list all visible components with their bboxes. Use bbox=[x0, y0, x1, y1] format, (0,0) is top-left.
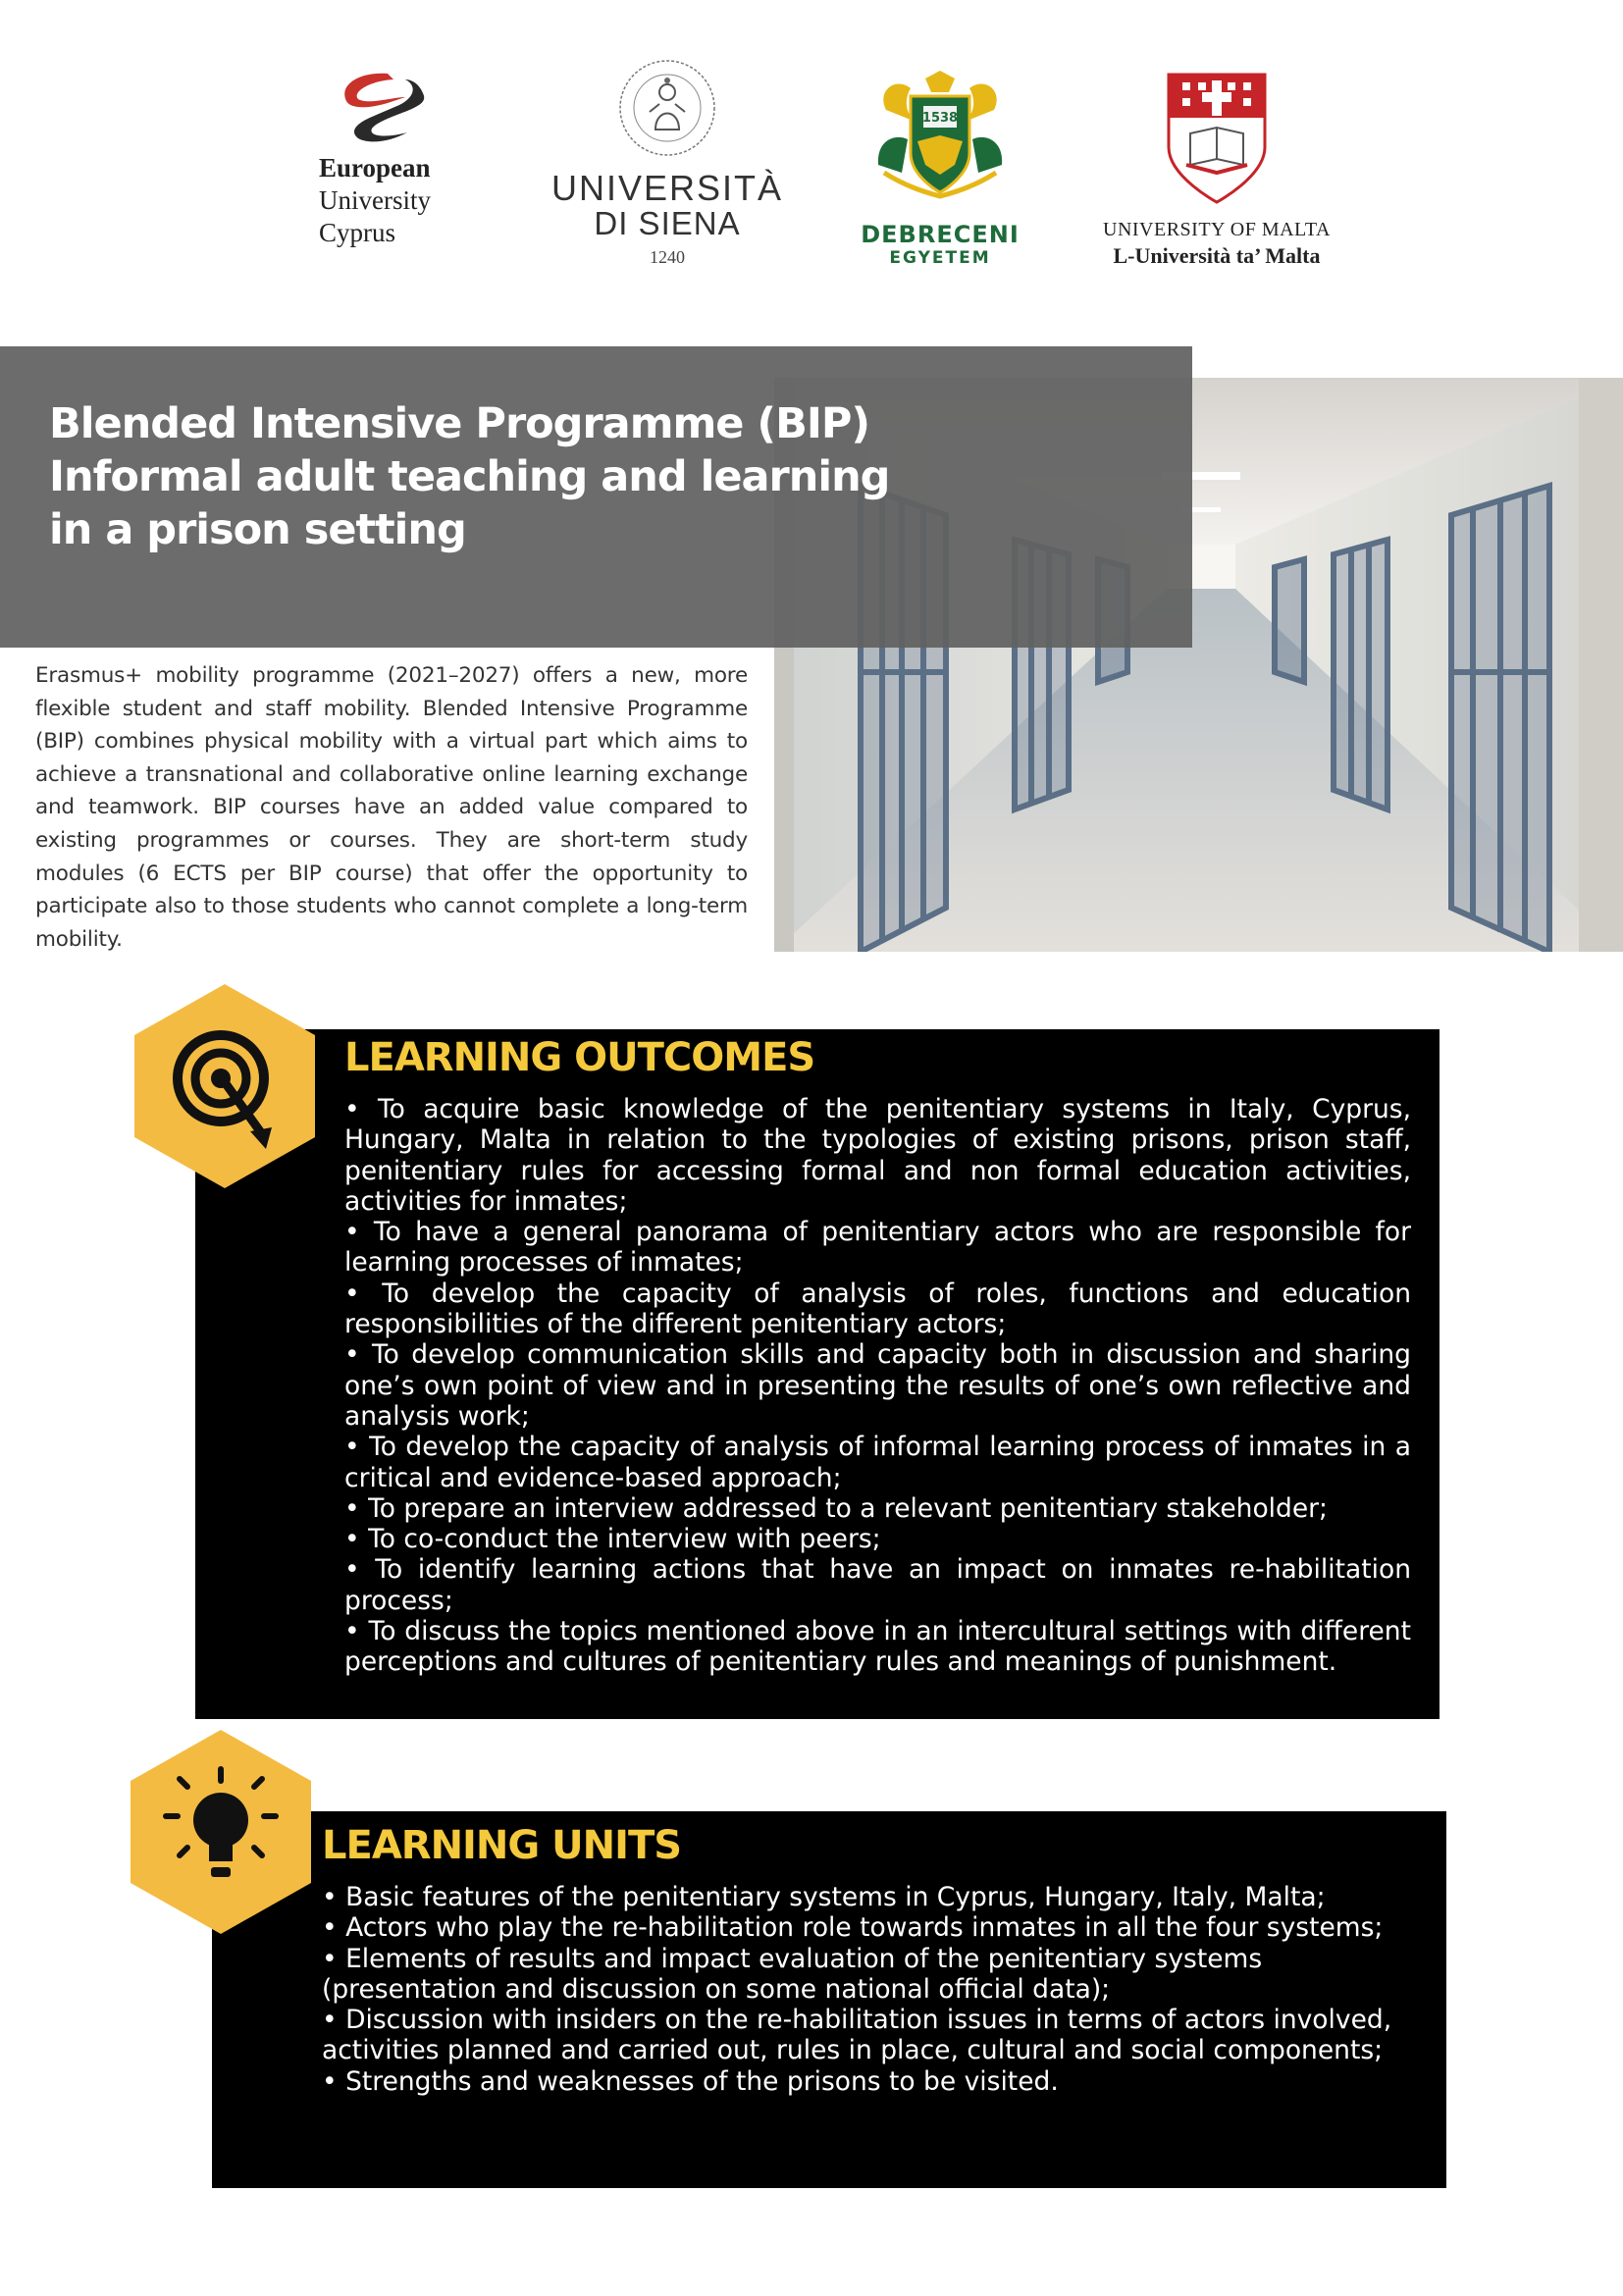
list-item: • To develop communication skills and capacity both in discussion and sharing one’s own point of view and in presenting the results of one’s own reflective and analysis work; bbox=[344, 1339, 1411, 1432]
list-item: • To develop the capacity of analysis of informal learning process of inmates in a critical and evidence-based approach; bbox=[344, 1432, 1411, 1493]
page-title bbox=[49, 397, 991, 556]
logo-university-of-malta bbox=[1089, 71, 1344, 269]
siena-seal-icon bbox=[616, 57, 718, 159]
debrecen-name-line1: DEBRECENI bbox=[861, 221, 1020, 248]
title-line-3: in a prison setting bbox=[49, 505, 466, 554]
list-item: • To prepare an interview addressed to a relevant penitentiary stakeholder; bbox=[344, 1493, 1411, 1524]
malta-name-line1: UNIVERSITY OF MALTA bbox=[1103, 219, 1331, 240]
list-item: • To co-conduct the interview with peers; bbox=[344, 1524, 1411, 1554]
list-item: • To have a general panorama of penitentiary actors who are responsible for learning processes of inmates; bbox=[344, 1217, 1411, 1278]
title-line-2: Informal adult teaching and learning bbox=[49, 452, 890, 501]
target-hexagon-icon bbox=[134, 984, 315, 1188]
list-item: • To discuss the topics mentioned above in an intercultural settings with different perceptions and cultures of penitentiary rules and meanings of punishment. bbox=[344, 1616, 1411, 1678]
list-item: • Actors who play the re-habilitation role towards inmates in all the four systems; bbox=[322, 1912, 1401, 1943]
siena-year: 1240 bbox=[650, 247, 685, 267]
euc-name-line3: Cyprus bbox=[319, 218, 396, 247]
debrecen-crest-year: 1538 bbox=[921, 111, 959, 126]
learning-units-section bbox=[212, 1811, 1446, 2188]
learning-outcomes-heading: LEARNING OUTCOMES bbox=[344, 1035, 815, 1080]
euc-name-line1: European bbox=[319, 153, 431, 183]
list-item: • Discussion with insiders on the re-habilitation issues in terms of actors involved, activities planned and carried out, rules in place, cultural and social components; bbox=[322, 2005, 1401, 2066]
title-line-1: Blended Intensive Programme (BIP) bbox=[49, 399, 870, 448]
learning-units-list bbox=[322, 1882, 1401, 2097]
list-item: • Elements of results and impact evaluation of the penitentiary systems (presentation and discussion on some national official data); bbox=[322, 1944, 1401, 2006]
hero-title-banner bbox=[0, 346, 1192, 648]
intro-paragraph: Erasmus+ mobility programme (2021–2027) offers a new, more flexible student and staff mobility. Blended Intensive Programme (BIP) combines physical mobility with a virtual part which aims to achieve a transnational and collaborative online learning exchange and teamwork. BIP courses have an added value compared to existing programmes or courses. They are short-term study modules (6 ECTS per BIP course) that offer the opportunity to participate also to those students who cannot complete a long-term mobility. bbox=[35, 663, 748, 952]
logo-universita-di-siena bbox=[550, 57, 785, 268]
list-item: • To develop the capacity of analysis of roles, functions and education responsibilities of the different penitentiary actors; bbox=[344, 1278, 1411, 1340]
siena-name-line2: DI SIENA bbox=[594, 205, 741, 241]
list-item: • To identify learning actions that have an impact on inmates re-habilitation process; bbox=[344, 1554, 1411, 1616]
list-item: • Basic features of the penitentiary systems in Cyprus, Hungary, Italy, Malta; bbox=[322, 1882, 1401, 1912]
siena-name-line1: UNIVERSITÀ bbox=[550, 168, 784, 208]
list-item: • To acquire basic knowledge of the penitentiary systems in Italy, Cyprus, Hungary, Malta in relation to the typologies of existing prisons, prison staff, penitentiary rules for accessing formal and non formal education activities, activities for inmates; bbox=[344, 1094, 1411, 1217]
learning-outcomes-section bbox=[195, 1029, 1440, 1719]
logo-debreceni-egyetem bbox=[852, 71, 1028, 268]
malta-shield-icon bbox=[1163, 71, 1271, 208]
lightbulb-hexagon-icon bbox=[131, 1730, 311, 1934]
learning-units-heading: LEARNING UNITS bbox=[322, 1823, 682, 1868]
logo-european-university-cyprus bbox=[319, 64, 466, 249]
debrecen-crest-icon bbox=[866, 71, 1014, 208]
list-item: • Strengths and weaknesses of the prisons to be visited. bbox=[322, 2066, 1401, 2097]
learning-outcomes-list bbox=[344, 1094, 1411, 1678]
debrecen-name-line2: EGYETEM bbox=[889, 248, 991, 268]
euc-swoosh-icon bbox=[329, 64, 437, 152]
euc-name-line2: University bbox=[319, 185, 431, 215]
malta-name-line2: L-Università ta’ Malta bbox=[1113, 243, 1321, 268]
